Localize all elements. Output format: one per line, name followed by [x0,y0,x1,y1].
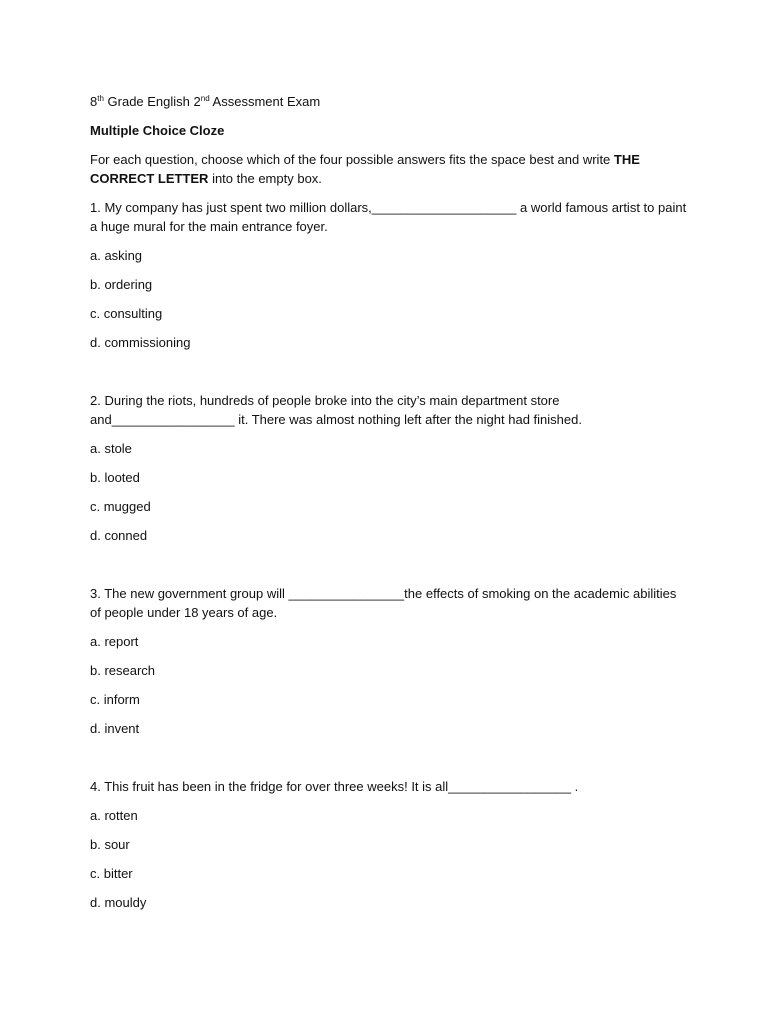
answer-option: a. rotten [90,808,138,823]
question-text: 2. During the riots, hundreds of people broke into the city’s main department store and_________________ it. There was almost nothing left after the night had finished. [90,393,582,427]
answer-option: d. mouldy [90,895,147,910]
answer-option: b. looted [90,470,140,485]
answer-option: a. asking [90,248,143,263]
question-block [90,777,690,912]
document-title: 8th Grade English 2nd Assessment Exam [90,94,321,109]
section-title: Multiple Choice Cloze [90,123,225,138]
document-page [90,92,690,922]
answer-option: d. conned [90,528,148,543]
answer-option: b. ordering [90,277,153,292]
answer-option: a. report [90,634,139,649]
spacer [90,555,690,584]
instructions: For each question, choose which of the four possible answers fits the space best and write THE CORRECT LETTER into the empty box. [90,152,640,186]
question-block [90,584,690,738]
answer-option: c. mugged [90,499,151,514]
answer-option: d. commissioning [90,335,191,350]
instructions-emphasis: THE CORRECT LETTER [90,152,640,186]
answer-option: b. sour [90,837,130,852]
answer-option: a. stole [90,441,132,456]
answer-option: c. consulting [90,306,163,321]
answer-option: c. bitter [90,866,133,881]
answer-option: c. inform [90,692,140,707]
question-block [90,198,690,352]
answer-option: b. research [90,663,156,678]
question-text: 1. My company has just spent two million dollars,____________________ a world famous artist to paint a huge mural for the main entrance foyer. [90,200,687,234]
question-block [90,391,690,545]
answer-option: d. invent [90,721,140,736]
question-text: 4. This fruit has been in the fridge for over three weeks! It is all_________________ . [90,779,579,794]
spacer [90,362,690,391]
spacer [90,748,690,777]
question-text: 3. The new government group will ________________the effects of smoking on the academic abilities of people under 18 years of age. [90,586,677,620]
